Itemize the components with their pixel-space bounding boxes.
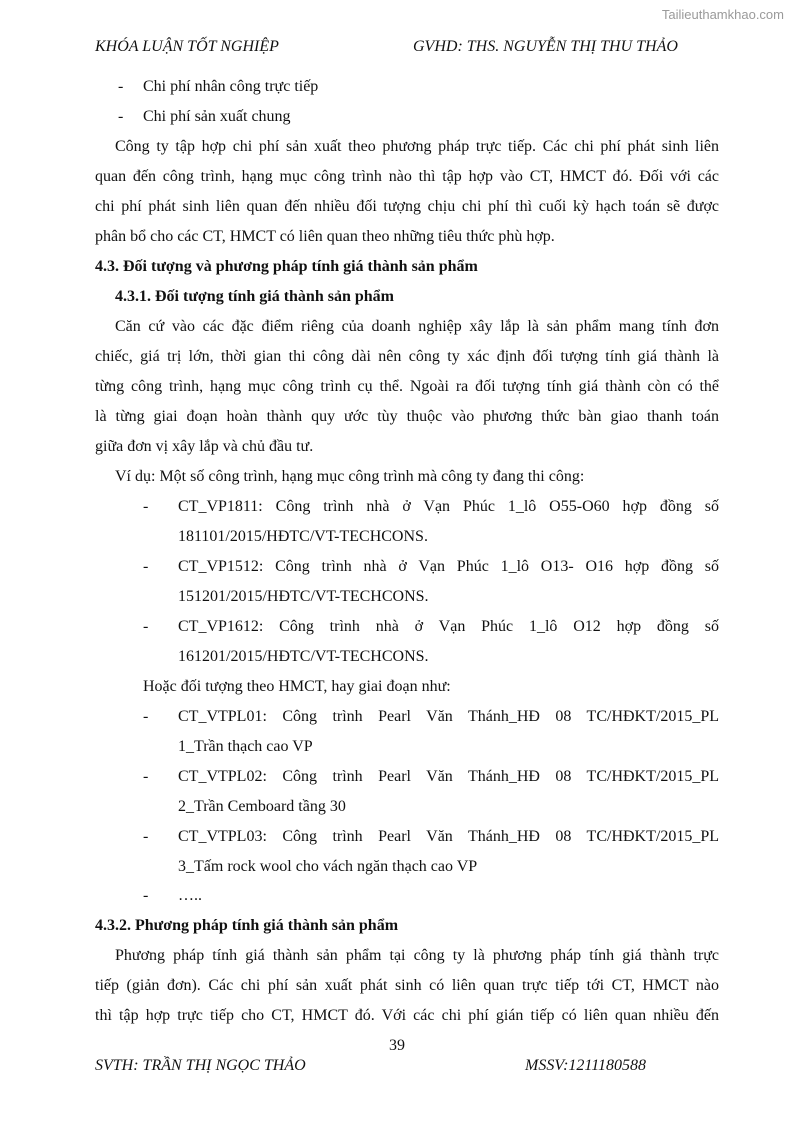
list-item: CT_VTPL01: Công trình Pearl Văn Thánh_HĐ 08 TC/HĐKT/2015_PL <box>178 708 719 725</box>
paragraph-line: tiếp (giản đơn). Các chi phí sản xuất phát sinh có liên quan trực tiếp tới CT, HMCT nào <box>95 977 719 994</box>
subsection-heading: 4.3.2. Phương pháp tính giá thành sản phẩm <box>95 917 399 934</box>
section-heading: 4.3. Đối tượng và phương pháp tính giá thành sản phẩm <box>95 258 478 275</box>
list-item: CT_VTPL02: Công trình Pearl Văn Thánh_HĐ 08 TC/HĐKT/2015_PL <box>178 768 719 785</box>
list-item: ….. <box>178 887 202 904</box>
list-item: CT_VP1811: Công trình nhà ở Vạn Phúc 1_lô O55-O60 hợp đồng số <box>178 498 719 515</box>
footer-student: SVTH: TRẦN THỊ NGỌC THẢO <box>95 1057 306 1074</box>
list-item-continuation: 1_Trần thạch cao VP <box>178 738 313 755</box>
watermark: Tailieuthamkhao.com <box>661 7 784 22</box>
paragraph-line: từng công trình, hạng mục công trình cụ thể. Ngoài ra đối tượng tính giá thành còn có thể <box>95 378 719 395</box>
list-item-continuation: 2_Trần Cemboard tầng 30 <box>178 798 346 815</box>
footer-student-id: MSSV:1211180588 <box>525 1057 647 1074</box>
bullet-dash: - <box>143 618 149 635</box>
paragraph-line: giữa đơn vị xây lắp và chủ đầu tư. <box>95 438 314 455</box>
header-title: KHÓA LUẬN TỐT NGHIỆP <box>95 38 279 55</box>
bullet-dash: - <box>143 708 149 725</box>
paragraph-line: Công ty tập hợp chi phí sản xuất theo phương pháp trực tiếp. Các chi phí phát sinh liên <box>115 138 719 155</box>
header-supervisor: GVHD: THS. NGUYỄN THỊ THU THẢO <box>413 38 678 55</box>
paragraph-line: chiếc, giá trị lớn, thời gian thi công dài nên công ty xác định đối tượng tính giá thành là <box>95 348 719 365</box>
paragraph-line: phân bổ cho các CT, HMCT có liên quan theo những tiêu thức phù hợp. <box>95 228 555 245</box>
bullet-dash: - <box>143 828 149 845</box>
list-item: CT_VP1612: Công trình nhà ở Vạn Phúc 1_lô O12 hợp đồng số <box>178 618 719 635</box>
list-item: Chi phí sản xuất chung <box>143 108 291 125</box>
list-item: Chi phí nhân công trực tiếp <box>143 78 319 95</box>
paragraph-line: thì tập hợp trực tiếp cho CT, HMCT đó. Với các chi phí gián tiếp có liên quan nhiều đến <box>95 1007 719 1024</box>
bullet-dash: - <box>118 78 124 95</box>
bullet-dash: - <box>143 768 149 785</box>
subsection-heading: 4.3.1. Đối tượng tính giá thành sản phẩm <box>115 288 394 305</box>
bullet-dash: - <box>143 558 149 575</box>
example-intro: Ví dụ: Một số công trình, hạng mục công trình mà công ty đang thi công: <box>115 468 585 485</box>
bullet-dash: - <box>143 498 149 515</box>
list-item: CT_VTPL03: Công trình Pearl Văn Thánh_HĐ 08 TC/HĐKT/2015_PL <box>178 828 719 845</box>
list-item: CT_VP1512: Công trình nhà ở Vạn Phúc 1_lô O13- O16 hợp đồng số <box>178 558 719 575</box>
page-number: 39 <box>389 1037 405 1054</box>
list-item-continuation: 161201/2015/HĐTC/VT-TECHCONS. <box>178 648 429 665</box>
paragraph-line: quan đến công trình, hạng mục công trình nào thì tập hợp vào CT, HMCT đó. Đối với các <box>95 168 719 185</box>
hmct-intro: Hoặc đối tượng theo HMCT, hay giai đoạn như: <box>143 678 451 695</box>
list-item-continuation: 151201/2015/HĐTC/VT-TECHCONS. <box>178 588 429 605</box>
list-item-continuation: 3_Tấm rock wool cho vách ngăn thạch cao VP <box>178 858 478 875</box>
paragraph-line: là từng giai đoạn hoàn thành quy ước tùy thuộc vào phương thức bàn giao thanh toán <box>95 408 719 425</box>
paragraph-line: Phương pháp tính giá thành sản phẩm tại công ty là phương pháp tính giá thành trực <box>115 947 719 964</box>
list-item-continuation: 181101/2015/HĐTC/VT-TECHCONS. <box>178 528 428 545</box>
paragraph-line: Căn cứ vào các đặc điểm riêng của doanh nghiệp xây lắp là sản phẩm mang tính đơn <box>115 318 719 335</box>
bullet-dash: - <box>143 887 149 904</box>
bullet-dash: - <box>118 108 124 125</box>
paragraph-line: chi phí phát sinh liên quan đến nhiều đối tượng chịu chi phí thì cuối kỳ hạch toán sẽ được <box>95 198 719 215</box>
